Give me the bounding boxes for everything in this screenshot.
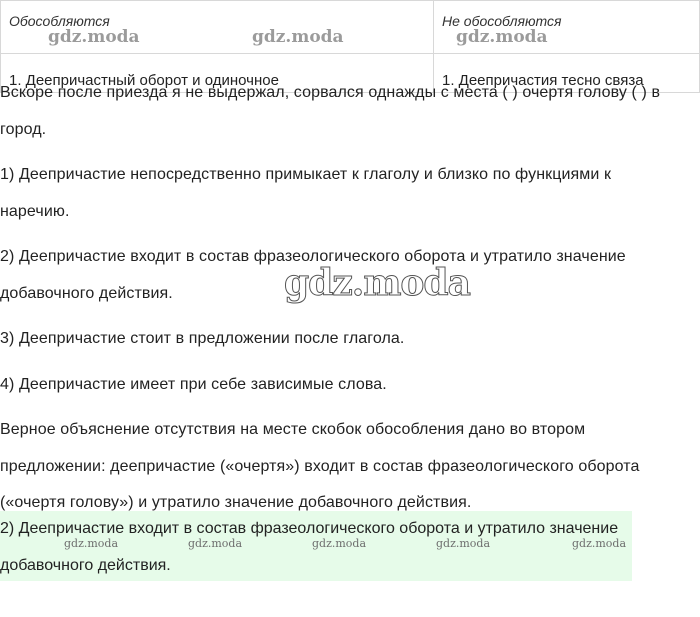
watermark-text: gdz.moda	[64, 537, 119, 550]
option-4: 4) Деепричастие имеет при себе зависимые слова.	[0, 375, 387, 393]
watermark-text: gdz.moda	[188, 537, 243, 550]
answer-text: 2) Деепричастие входит в состав фразеологического оборота и утратило значение добавочного действия.	[0, 520, 619, 574]
watermark-text: gdz.moda	[48, 27, 140, 47]
watermark-text: gdz.moda	[436, 537, 491, 550]
watermark-text: gdz.moda	[456, 27, 548, 47]
option-1: 1) Деепричастие непосредственно примыкает к глаголу и близко по функциями к наречию.	[0, 166, 612, 220]
option-2: 2) Деепричастие входит в состав фразеологического оборота и утратило значение добавочного действия.	[0, 248, 626, 302]
table-header-cell: Обособляются	[1, 1, 434, 54]
table-header-cell: Не обособляются	[434, 1, 700, 54]
question-sentence: Вскоре после приезда я не выдержал, сорвался однажды с места ( ) очертя голову ( ) в город.	[0, 84, 661, 138]
table-cell: 1. Деепричастия тесно связа	[434, 54, 700, 93]
option-3: 3) Деепричастие стоит в предложении после глагола.	[0, 330, 405, 347]
watermark-logo: gdz.moda	[284, 262, 470, 304]
watermark-text: gdz.moda	[572, 537, 627, 550]
table-cell: 1. Деепричастный оборот и одиночное	[1, 54, 434, 93]
watermark-text: gdz.moda	[252, 27, 344, 47]
watermark-text: gdz.moda	[312, 537, 367, 550]
explanation: Верное объяснение отсутствия на месте скобок обособления дано во втором предложении: деепричастие («очертя») входит в состав фразеологического оборота («очертя голову») и утратило значение добавочного действия.	[0, 421, 640, 511]
